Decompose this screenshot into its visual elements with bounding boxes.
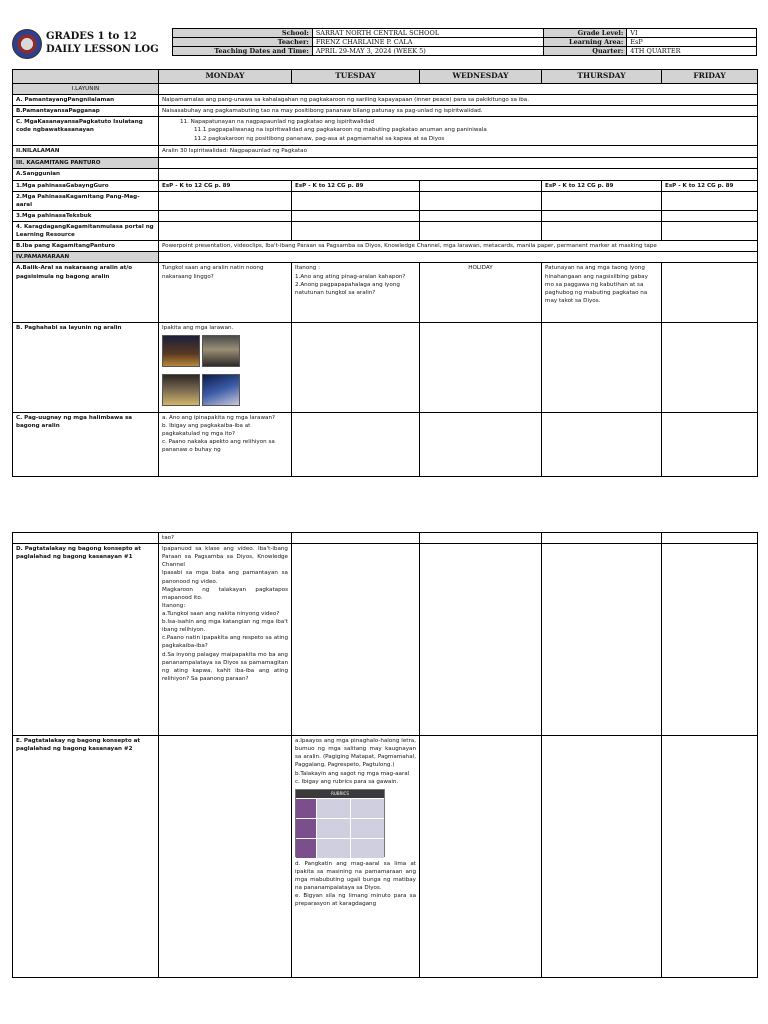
day-wednesday: WEDNESDAY: [420, 70, 542, 84]
label-gabay-ng-guro: 1.Mga pahinasaGabayngGuro: [13, 180, 159, 191]
kagamitan-monday: [159, 191, 292, 210]
title-grades: GRADES 1 to 12: [46, 31, 137, 42]
worship-photo-4: [202, 374, 240, 406]
teksbuk-wednesday: [420, 210, 542, 221]
kagamitan-thursday: [542, 191, 662, 210]
label-kasanayan-sa-pagkatuto: C. MgaKasanayansaPagkatuto Isulatang code ngbawatkasanayan: [13, 117, 159, 146]
label-sanggunian: A.Sanggunian: [13, 169, 159, 180]
label-kagamitang-pang-mag-aaral: 2.Mga PahinasaKagamitang Pang-Mag-aaral: [13, 191, 159, 210]
page-1: [0, 0, 768, 478]
label-paghahabi: B. Paghahabi sa layunin ng aralin: [13, 323, 159, 412]
title-daily-lesson-log: DAILY LESSON LOG: [46, 44, 159, 55]
pag-uugnay-friday: [662, 412, 758, 476]
kasanayan-line-2: 11.1 pagpapaliwanag na ispiritwalidad ang pagkakaroon ng mabuting pagkatao anuman ang paniniwala: [194, 127, 487, 134]
continued-thursday: [542, 533, 662, 544]
pag-uugnay-wednesday: [420, 412, 542, 476]
worship-photo-3: [162, 374, 200, 406]
paghahabi-monday: [159, 323, 292, 412]
page-2: [0, 528, 768, 1024]
section-kagamitang-panturo: III. KAGAMITANG PANTURO: [13, 158, 159, 169]
paghahabi-friday: [662, 323, 758, 412]
pagtatalakay-1-monday: Ipapanuod sa klase ang video. Iba't-ibang Paraan sa Pagsamba sa Diyos, Knowledge Channel Ipasabi sa mga bata ang pamantayan sa panonood ng video. Magkaroon ng talakayan pagkatapos mapanood ito. Itanong: a.Tungkol saan ang nakita ninyong video? b.Isa-isahin ang mga katangian ng mga iba't ibang relihiyon. c.Paano natin ipapakita ang respeto sa ating pagkakaiba-iba? d.Sa inyong palagay maipapakita mo ba ang pananampalataya sa Diyos sa pamamagitan ng ating kapwa, kahit iba-iba ang ating relihiyon? Sa paanong paraan?: [159, 544, 292, 736]
label-balik-aral: A.Balik-Aral sa nakaraang aralin at/o pagsisimula ng bagong aralin: [13, 263, 159, 323]
label-pagtatalakay-1: D. Pagtatalakay ng bagong konsepto at paglalahad ng bagong kasanayan #1: [13, 544, 159, 736]
pag-uugnay-monday: a. Ano ang ipinapakita ng mga larawan? b. Ibigay ang pagkakaiba-iba at pagkakatulad ng mga ito? c. Paano nakaka apekto ang relihiyon sa pananaw o buhay ng: [159, 412, 292, 476]
balik-aral-wednesday-holiday: HOLIDAY: [420, 263, 542, 323]
layunin-blank: [159, 84, 758, 95]
label-pag-uugnay: C. Pag-uugnay ng mga halimbawa sa bagong aralin: [13, 412, 159, 476]
label-pamantayang-pangnilalaman: A. PamantayangPangnilalaman: [13, 95, 159, 106]
grade-level-value: VI: [627, 29, 757, 38]
pagtatalakay-1-wednesday: [420, 544, 542, 736]
section-pamamaraan: IV.PAMAMARAAN: [13, 252, 159, 263]
continued-monday: tao?: [159, 533, 292, 544]
rubrics-title: RUBRICS: [296, 790, 384, 798]
karagdagang-monday: [159, 221, 292, 240]
sanggunian-blank: [159, 169, 758, 180]
pag-uugnay-tuesday: [292, 412, 420, 476]
label-pamantayan-sa-pagganap: B.PamantayansaPagganap: [13, 106, 159, 117]
continued-tuesday: [292, 533, 420, 544]
gabay-monday: EsP - K to 12 CG p. 89: [159, 180, 292, 191]
paghahabi-text: Ipakita ang mga larawan.: [162, 325, 234, 332]
pagtatalakay-2-monday: [159, 736, 292, 978]
pagtatalakay-2-thursday: [542, 736, 662, 978]
label-karagdagang-kagamitan: 4. KaragdagangKagamitanmulasa portal ng Learning Resource: [13, 221, 159, 240]
pagtatalakay-2-tuesday: [292, 736, 420, 978]
gabay-friday: EsP - K to 12 CG p. 89: [662, 180, 758, 191]
kagamitan-blank: [159, 158, 758, 169]
teksbuk-monday: [159, 210, 292, 221]
text-pamantayan-sa-pagganap: Naisasabuhay ang pagkamabuting tao na may positibong pananaw bilang patunay sa pag-unlad ng ispiritwalidad.: [159, 106, 758, 117]
balik-aral-tuesday: Itanong : 1.Ano ang ating pinag-aralan kahapon? 2.Anong pagpapapahalaga ang iyong natutunan tungkol sa aralin?: [292, 263, 420, 323]
lesson-log-header: [12, 28, 757, 60]
pagtatalakay-1-tuesday: [292, 544, 420, 736]
teacher-label: Teacher:: [173, 38, 313, 47]
balik-aral-monday: Tungkol saan ang aralin natin noong nakaraang linggo?: [159, 263, 292, 323]
school-value: SARRAT NORTH CENTRAL SCHOOL: [312, 29, 544, 38]
kasanayan-line-3: 11.2 pagkakaroon ng positibong pananaw, pag-asa at pagmamahal sa kapwa at sa Diyos: [194, 135, 445, 142]
paghahabi-wednesday: [420, 323, 542, 412]
label-iba-pang-kagamitan: B.Iba pang KagamitangPanturo: [13, 241, 159, 252]
lesson-table-page1: [12, 69, 758, 477]
pamamaraan-blank: [159, 252, 758, 263]
karagdagang-thursday: [542, 221, 662, 240]
pagtatalakay-1-friday: [662, 544, 758, 736]
teksbuk-friday: [662, 210, 758, 221]
gabay-wednesday: [420, 180, 542, 191]
pagtatalakay-2-text-1: a.Ipaayos ang mga pinaghalo-halong letra, bumuo ng mga salitang may kaugnayan sa aralin. (Pagiging Matapat, Pagmamahal, Paggalang, Pagrespeto, Pagtulong.) b.Talakayin ang sagot ng mga mag-aaral c. Ibigay ang rubrics para sa gawain.: [295, 738, 416, 785]
text-iba-pang-kagamitan: Powerpoint presentation, videoclips, Iba't-ibang Paraan sa Pagsamba sa Diyos, Knowledge Channel, mga larawan, metacards, manila paper, permanent marker at masking tape: [159, 241, 758, 252]
teksbuk-thursday: [542, 210, 662, 221]
text-nilalaman: Aralin 30 Ispiritwalidad: Nagpapaunlad ng Pagkatao: [159, 146, 758, 158]
dates-label: Teaching Dates and Time:: [173, 47, 313, 56]
gabay-tuesday: EsP - K to 12 CG p. 89: [292, 180, 420, 191]
kagamitan-wednesday: [420, 191, 542, 210]
rubrics-image: [295, 789, 385, 857]
day-thursday: THURSDAY: [542, 70, 662, 84]
balik-aral-friday: [662, 263, 758, 323]
label-teksbuk: 3.Mga pahinasaTeksbuk: [13, 210, 159, 221]
pagtatalakay-1-thursday: [542, 544, 662, 736]
day-friday: FRIDAY: [662, 70, 758, 84]
teacher-value: FRENZ CHARLAINE P. CALA: [312, 38, 544, 47]
quarter-label: Quarter:: [544, 47, 627, 56]
balik-aral-thursday: Patunayan na ang mga taong iyong hinahangaan ang nagsisilbing gabay mo sa paggawa ng kabutihan at sa paghubog ng mabuting pagkatao na may takot sa Diyos.: [542, 263, 662, 323]
quarter-value: 4TH QUARTER: [627, 47, 757, 56]
label-pagtatalakay-2: E. Pagtatalakay ng bagong konsepto at paglalahad ng bagong kasanayan #2: [13, 736, 159, 978]
paghahabi-tuesday: [292, 323, 420, 412]
learning-area-value: EsP: [627, 38, 757, 47]
day-tuesday: TUESDAY: [292, 70, 420, 84]
pagtatalakay-2-text-2: d. Pangkatin ang mag-aaral sa lima at ipakita sa masining na pamamaraan ang mga mabubuting ugali bunga ng matibay na pananampalataya sa Diyos. e. Bigyan sila ng limang minuto para sa preparasyon at karagdagang: [295, 860, 416, 908]
deped-seal-logo: [12, 29, 42, 59]
page-gap: [0, 478, 768, 528]
pagtatalakay-2-friday: [662, 736, 758, 978]
continued-wednesday: [420, 533, 542, 544]
worship-photo-1: [162, 335, 200, 367]
gabay-thursday: EsP - K to 12 CG p. 89: [542, 180, 662, 191]
kagamitan-tuesday: [292, 191, 420, 210]
worship-photo-2: [202, 335, 240, 367]
section-layunin: I.LAYUNIN: [13, 84, 159, 95]
text-pamantayang-pangnilalaman: Naipamamalas ang pang-unawa sa kahalagahan ng pagkakaroon ng sariling kapayapaan (inner peace) para sa pakikitungo sa iba.: [159, 95, 758, 106]
blank-corner: [13, 70, 159, 84]
pag-uugnay-thursday: [542, 412, 662, 476]
dates-value: APRIL 29-MAY 3, 2024 (WEEK 5): [312, 47, 544, 56]
learning-area-label: Learning Area:: [544, 38, 627, 47]
text-kasanayan-sa-pagkatuto: [159, 117, 758, 146]
header-info-table: [172, 28, 757, 56]
karagdagang-tuesday: [292, 221, 420, 240]
grade-level-label: Grade Level:: [544, 29, 627, 38]
teksbuk-tuesday: [292, 210, 420, 221]
day-monday: MONDAY: [159, 70, 292, 84]
kasanayan-line-1: 11. Napapatunayan na nagpapaunlad ng pagkatao ang ispiritwalidad: [180, 119, 375, 126]
karagdagang-friday: [662, 221, 758, 240]
kagamitan-friday: [662, 191, 758, 210]
pagtatalakay-2-wednesday: [420, 736, 542, 978]
lesson-table-page2: [12, 532, 758, 978]
continued-label: [13, 533, 159, 544]
school-label: School:: [173, 29, 313, 38]
label-nilalaman: II.NILALAMAN: [13, 146, 159, 158]
continued-friday: [662, 533, 758, 544]
karagdagang-wednesday: [420, 221, 542, 240]
paghahabi-thursday: [542, 323, 662, 412]
